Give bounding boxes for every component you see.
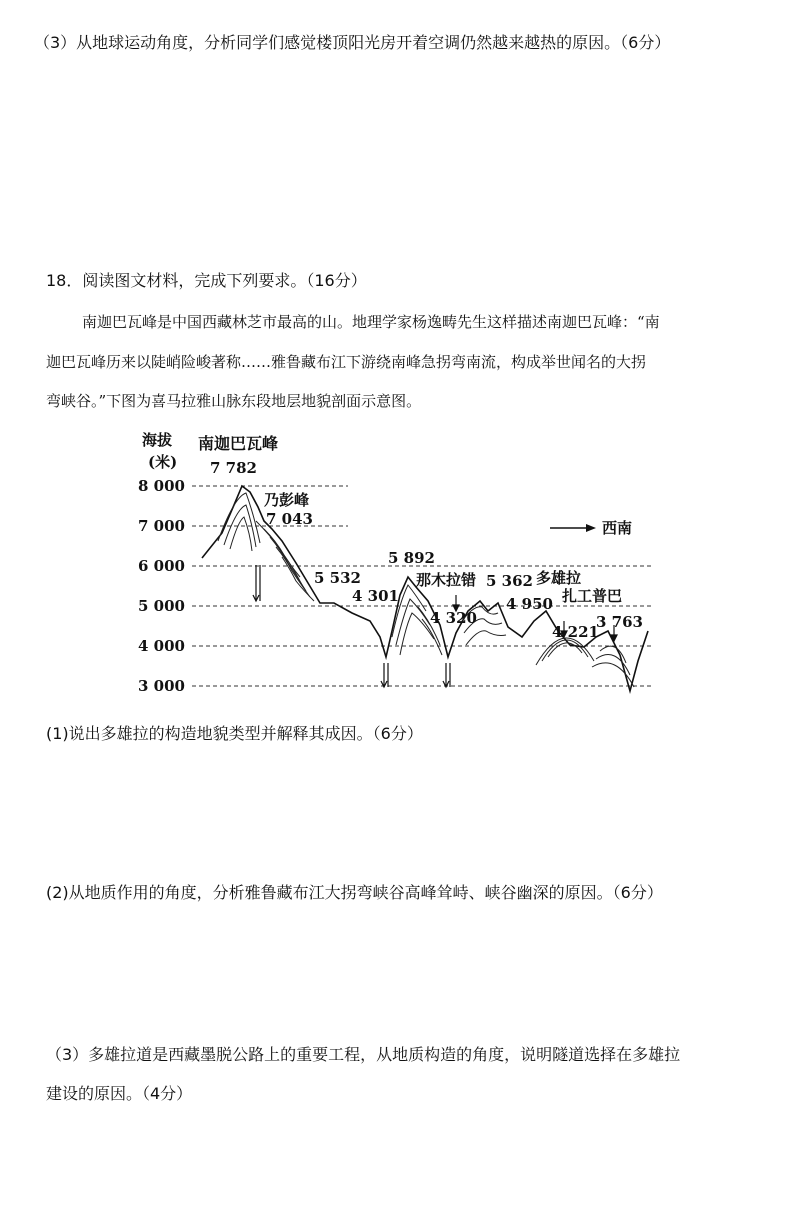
naipeng-name: 乃彭峰 <box>264 491 310 509</box>
question-18-3-line-2: 建设的原因。（4分） <box>46 1084 193 1103</box>
duoxiongla-label: 多雄拉 <box>536 569 582 587</box>
tick-label: 7 000 <box>138 517 185 535</box>
valley-3763: 3 763 <box>596 613 643 631</box>
passage-line-3: 弯峡谷。”下图为喜马拉雅山脉东段地层地貌剖面示意图。 <box>46 392 422 410</box>
question-18-2: (2)从地质作用的角度，分析雅鲁藏布江大拐弯峡谷高峰耸峙、峡谷幽深的原因。（6分） <box>46 883 663 902</box>
naipeng-elevation: 7 043 <box>266 510 313 528</box>
peak-4950: 4 950 <box>506 595 553 613</box>
valley-4320: 4 320 <box>430 609 477 627</box>
axis-unit: (米) <box>148 453 178 471</box>
axis-title: 海拔 <box>142 431 173 449</box>
direction-label: 西南 <box>602 519 633 537</box>
namjagbarwa-elevation: 7 782 <box>210 459 257 477</box>
question-17-3: （3）从地球运动角度，分析同学们感觉楼顶阳光房开着空调仍然越来越热的原因。（6分） <box>34 33 671 52</box>
question-18-3-line-1: （3）多雄拉道是西藏墨脱公路上的重要工程，从地质构造的角度，说明隧道选择在多雄拉 <box>46 1045 681 1064</box>
direction-arrow <box>550 524 596 532</box>
tick-label: 8 000 <box>138 477 185 495</box>
tick-label: 5 000 <box>138 597 185 615</box>
zhagongpuba-label: 扎工普巴 <box>562 587 623 605</box>
valley-4301: 4 301 <box>352 587 399 605</box>
tick-label: 3 000 <box>138 677 185 695</box>
valley-4221: 4 221 <box>552 623 599 641</box>
question-18-heading: 18．阅读图文材料，完成下列要求。（16分） <box>46 271 367 290</box>
peak-5362: 5 362 <box>486 572 533 590</box>
passage-line-2: 迦巴瓦峰历来以陡峭险峻著称……雅鲁藏布江下游绕南峰急拐弯南流，构成举世闻名的大拐 <box>46 353 647 371</box>
question-18-1: (1)说出多雄拉的构造地貌类型并解释其成因。（6分） <box>46 724 423 743</box>
geologic-profile-diagram <box>130 425 670 700</box>
tick-label: 6 000 <box>138 557 185 575</box>
peak-5532: 5 532 <box>314 569 361 587</box>
peak-5892: 5 892 <box>388 549 435 567</box>
tick-label: 4 000 <box>138 637 185 655</box>
passage-line-1: 南迦巴瓦峰是中国西藏林芝市最高的山。地理学家杨逸畴先生这样描述南迦巴瓦峰：“南 <box>82 313 660 331</box>
namjagbarwa-name: 南迦巴瓦峰 <box>198 434 279 453</box>
namulacuo-label: 那木拉错 <box>416 571 477 589</box>
